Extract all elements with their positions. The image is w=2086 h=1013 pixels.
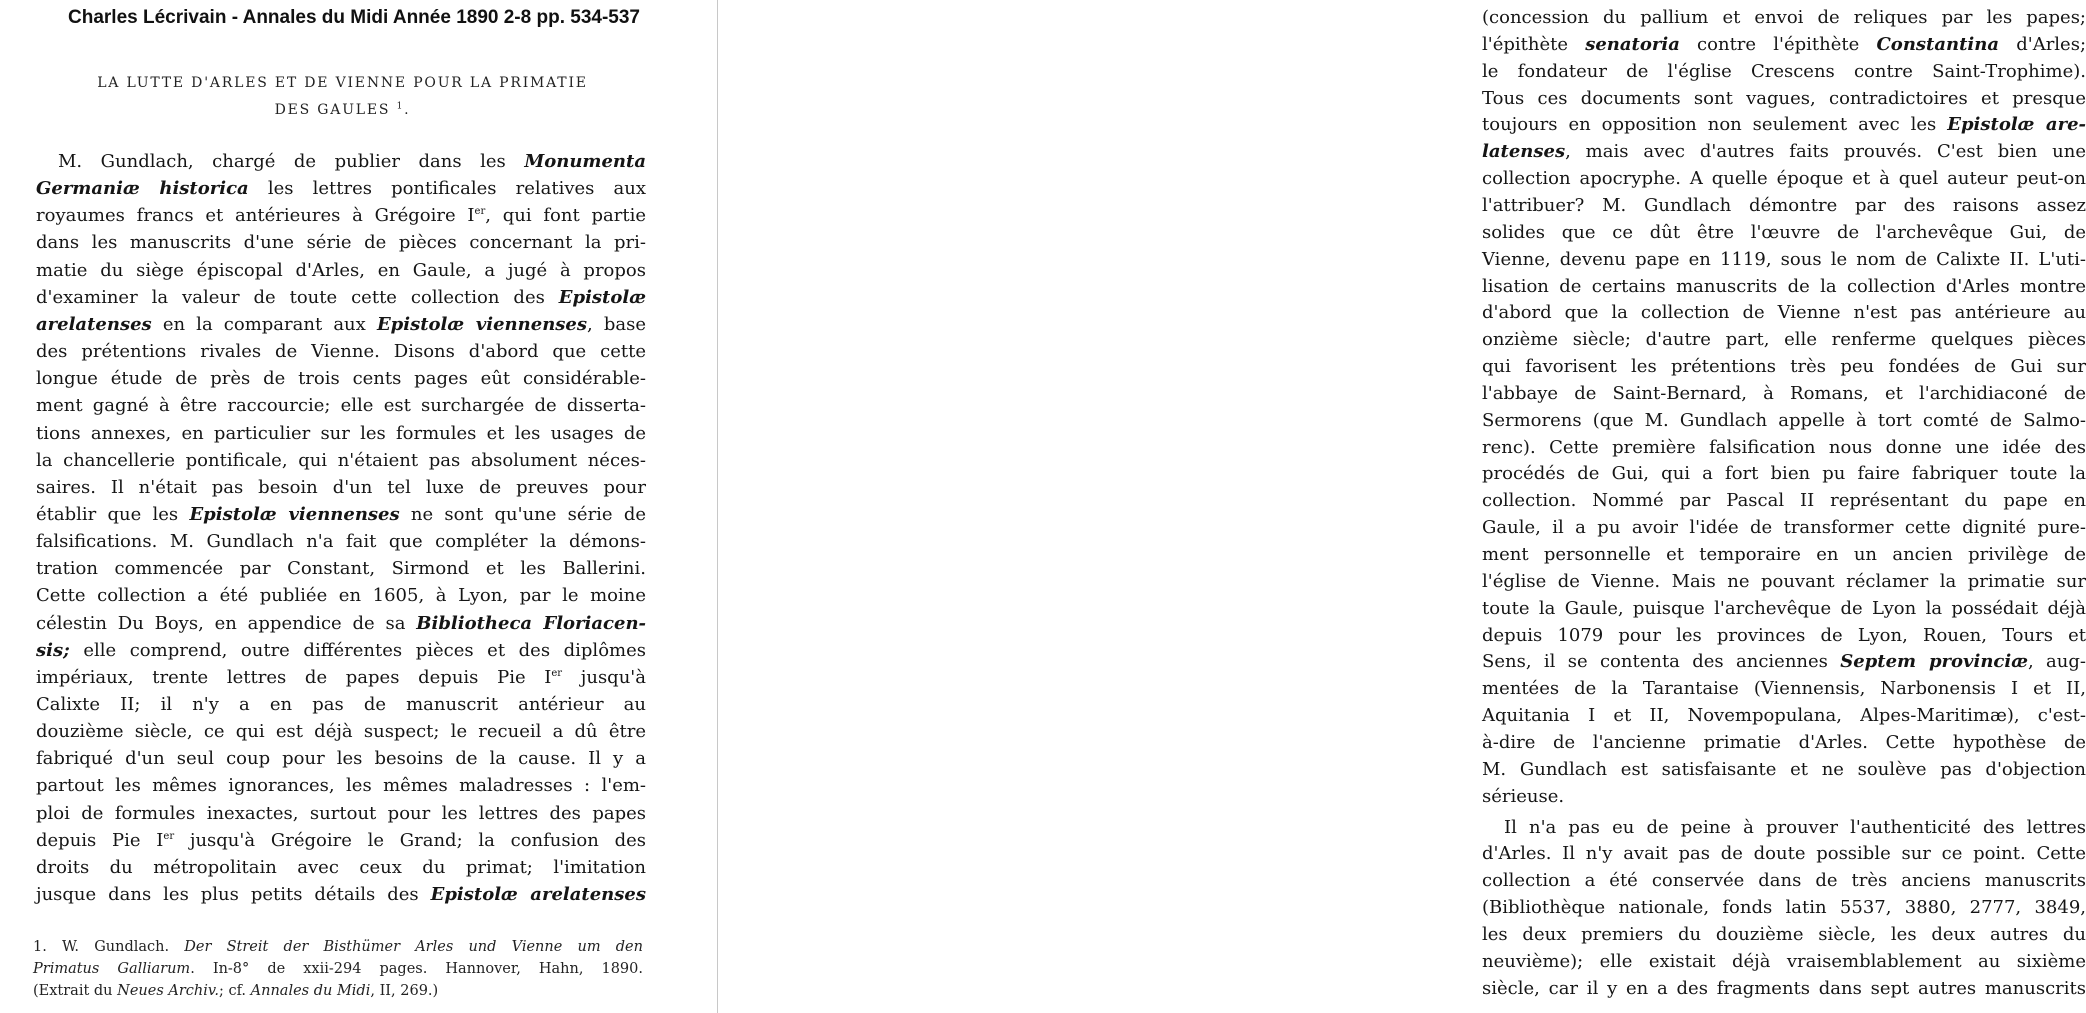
text-run: la chancellerie pontificale, qui n'étaient pas absolument néces- [36,449,646,471]
text-run: sérieuse. [1482,785,1565,807]
text-line [1482,353,2086,380]
text-run: solides que ce dût être l'œuvre de l'archevêque Gui, de [1482,221,2086,243]
text-line [1482,541,2086,568]
italic-run: Epistolæ viennenses [189,503,400,525]
text-line [1482,729,2086,756]
text-line [36,637,646,664]
text-run: d'abord que la collection de Vienne n'est pas antérieure au [1482,302,2086,324]
text-line [36,365,646,392]
text-run: l'attribuer? M. Gundlach démontre par des raisons assez [1482,194,2086,216]
text-run: ment personnelle et temporaire en un ancien privilège de [1482,544,2086,565]
italic-run: senatoria [1585,33,1680,55]
text-line [1482,4,2086,31]
text-line [36,311,646,338]
title-footnote-mark: 1 [396,101,405,112]
text-run: qui favorisent les prétentions très peu fondées de Gui sur [1482,356,2086,378]
italic-run: sis; [36,639,70,661]
text-run: partout les mêmes ignorances, les mêmes maladresses : l'em- [36,775,646,797]
text-line [1482,840,2086,867]
text-line [36,881,646,908]
text-line [1482,622,2086,649]
title-line-1: LA LUTTE D'ARLES ET DE VIENNE POUR LA PRIMATIE [97,75,588,91]
footnote-line [33,980,643,1002]
text-run: onzième siècle; d'autre part, elle renferme quelques pièces [1482,329,2086,351]
text-line [36,420,646,447]
text-run: , base [587,313,646,335]
text-run: contre l'épithète [1679,33,1877,55]
text-run: Calixte II; il n'y a en pas de manuscrit antérieur au [36,694,646,715]
text-line [36,555,646,582]
text-line [36,501,646,528]
superscript: er [551,667,563,679]
text-run: mentées de la Tarantaise (Viennensis, Narbonensis I et II, [1482,678,2086,700]
italic-run: Der Streit der Bisthümer Arles und Vienne um den [184,939,643,955]
text-run: siècle, car il y en a des fragments dans sept autres manuscrits [1482,977,2086,999]
superscript: er [163,830,175,842]
text-line [1482,219,2086,246]
text-run: saires. Il n'était pas besoin d'un tel luxe de preuves pour [36,476,646,498]
italic-run: latenses [1482,141,1566,163]
text-run: Aquitania I et II, Novempopulana, Alpes-Maritimæ), c'est- [1482,705,2086,727]
text-line [1482,702,2086,729]
text-run: impériaux, trente lettres de papes depuis Pie I [36,666,552,688]
text-line [1482,326,2086,353]
text-line [1482,85,2086,112]
text-run: tions annexes, en particulier sur les formules et les usages de [36,422,646,444]
text-line [1482,921,2086,948]
text-line [1482,568,2086,595]
text-run: matie du siège épiscopal d'Arles, en Gaule, a jugé à propos [36,259,646,281]
text-run: M. Gundlach, chargé de publier dans les [58,151,525,172]
text-line [58,148,646,175]
text-line [36,582,646,609]
text-run: Gaule, il a pu avoir l'idée de transformer cette dignité pure- [1482,517,2086,539]
text-line [36,229,646,256]
text-line [36,800,646,827]
italic-run: Constantina [1876,33,2000,55]
text-run: fabriqué d'un seul coup pour les besoins de la cause. Il y a [36,748,646,770]
text-run: , qui font partie [485,205,646,227]
text-run: (Extrait du [33,983,118,999]
text-run: d'Arles. Il n'y avait pas de doute possible sur ce point. Cette [1482,843,2086,865]
text-run: d'examiner la valeur de toute cette collection des [36,286,559,308]
text-line [1482,894,2086,921]
text-line [1482,514,2086,541]
text-run: lisation de certains manuscrits de la collection d'Arles montre [1482,275,2086,297]
text-run: les deux premiers du douzième siècle, les deux autres du [1482,923,2086,945]
text-run: ne sont qu'une série de [399,503,647,525]
italic-run: Epistolæ are- [1947,114,2086,136]
text-run: Sens, il se contenta des anciennes [1482,651,1841,673]
text-line [36,257,646,284]
text-run: , aug- [2028,651,2086,673]
text-run: toujours en opposition non seulement avec les [1482,114,1948,136]
text-line [1482,407,2086,434]
text-run: tration commencée par Constant, Sirmond et les Ballerini. [36,558,646,580]
text-line [1482,948,2086,975]
text-run: M. Gundlach est satisfaisante et ne soulève pas d'objection [1482,758,2086,780]
text-run: Tous ces documents sont vagues, contradictoires et presque [1482,87,2086,109]
text-line [1482,31,2086,58]
text-line [1482,595,2086,622]
text-line [36,447,646,474]
text-run: ploi de formules inexactes, surtout pour les lettres des papes [36,802,646,824]
text-line [1482,299,2086,326]
text-run: , mais avec d'autres faits prouvés. C'est bien une [1565,141,2086,163]
text-run: (concession du pallium et envoi de reliques par les papes; [1482,7,2086,28]
text-line [36,284,646,311]
text-run: royaumes francs et antérieures à Grégoire I [36,205,475,227]
text-run: collection. Nommé par Pascal II représentant du pape en [1482,490,2086,512]
text-run: procédés de Gui, qui a fort bien pu faire fabriquer toute la [1482,463,2086,485]
text-line [1482,460,2086,487]
text-run: jusqu'à Grégoire le Grand; la confusion des [174,829,646,851]
text-line [1482,975,2086,1002]
footnote-line [33,936,643,958]
text-run: les lettres pontificales relatives aux [248,178,646,200]
text-run: depuis 1079 pour les provinces de Lyon, Rouen, Tours et [1482,624,2086,646]
text-line [1482,192,2086,219]
text-line [36,175,646,202]
text-line [36,745,646,772]
text-line [1482,380,2086,407]
text-run: Cette collection a été publiée en 1605, à Lyon, par le moine [36,585,646,607]
text-run: 1. W. Gundlach. [33,939,185,955]
text-line [36,392,646,419]
text-line [36,718,646,745]
text-run: en la comparant aux [151,313,377,335]
superscript: er [474,206,486,218]
text-run: toute la Gaule, puisque l'archevêque de Lyon la possédait déjà [1482,597,2086,619]
text-run: Sermorens (que M. Gundlach appelle à tort comté de Salmo- [1482,409,2086,431]
text-line [1482,756,2086,783]
text-line [1482,165,2086,192]
italic-run: Epistolæ arelatenses [430,884,646,906]
italic-run: Primatus Galliarum [33,961,191,977]
text-line [1482,111,2086,138]
text-line [1482,273,2086,300]
text-run: douzième siècle, ce qui est déjà suspect; le recueil a dû être [36,721,646,743]
text-run: neuvième); elle existait déjà vraisemblablement au sixième [1482,950,2086,972]
text-run: renc). Cette première falsification nous donne une idée des [1482,436,2086,458]
text-run: jusque dans les plus petits détails des [36,884,431,906]
text-run: collection a été conservée dans de très anciens manuscrits [1482,870,2086,892]
text-line [36,854,646,881]
text-run: d'Arles; [1999,33,2086,55]
italic-run: Neues Archiv. [117,983,219,999]
italic-run: Bibliotheca Floriacen- [416,612,647,634]
text-run: dans les manuscrits d'une série de pièces concernant la pri- [36,232,646,254]
text-run: collection apocryphe. A quelle époque et à quel auteur peut-on [1482,168,2086,190]
text-line [1504,814,2086,841]
text-run: longue étude de près de trois cents pages eût considérable- [36,368,646,390]
text-line [36,772,646,799]
text-line [36,610,646,637]
text-run: elle comprend, outre différentes pièces et des diplômes [69,639,646,661]
footnote-line [33,958,643,980]
text-run: célestin Du Boys, en appendice de sa [36,612,417,634]
italic-run: Septem provinciæ [1840,651,2028,673]
text-line [36,664,646,691]
text-line [36,474,646,501]
text-run: établir que les [36,503,190,525]
text-line [36,827,646,854]
text-run: l'abbaye de Saint-Bernard, à Romans, et l'archidiaconé de [1482,382,2086,404]
italic-run: Monumenta [524,151,646,172]
italic-run: Annales du Midi [250,983,371,999]
text-line [36,691,646,718]
text-run: droits du métropolitain avec ceux du primat; l'imitation [36,856,646,878]
text-line [36,338,646,365]
text-line [1482,138,2086,165]
italic-run: Germaniæ historica [36,178,249,200]
text-run: le fondateur de l'église Crescens contre Saint-Trophime). [1482,60,2086,82]
text-run: (Bibliothèque nationale, fonds latin 5537, 3880, 2777, 3849, [1482,897,2086,919]
text-line [1482,675,2086,702]
text-run: ment gagné à être raccourcie; elle est surchargée de disserta- [36,395,646,417]
text-line [1482,434,2086,461]
text-line [1482,867,2086,894]
text-run: depuis Pie I [36,829,164,851]
text-run: , II, 269.) [370,983,439,999]
text-line [1482,487,2086,514]
text-line [1482,783,2086,810]
text-run: falsifications. M. Gundlach n'a fait que compléter la démons- [36,531,646,553]
article-title [40,70,645,124]
page-header: Charles Lécrivain - Annales du Midi Année 1890 2-8 pp. 534-537 [68,7,640,28]
text-run: des prétentions rivales de Vienne. Disons d'abord que cette [36,341,646,363]
italic-run: Epistolæ viennenses [376,313,587,335]
text-line [36,528,646,555]
text-line [1482,648,2086,675]
title-line-2-end: . [404,102,411,118]
column-divider [717,0,718,1013]
text-run: . In-8° de xxii-294 pages. Hannover, Hahn, 1890. [190,961,643,977]
text-run: Il n'a pas eu de peine à prouver l'authenticité des lettres [1504,816,2086,838]
text-run: ; cf. [218,983,251,999]
text-run: à-dire de l'ancienne primatie d'Arles. Cette hypothèse de [1482,731,2086,753]
italic-run: Epistolæ [558,286,646,308]
italic-run: arelatenses [36,313,152,335]
text-line [36,202,646,229]
text-run: jusqu'à [562,666,646,688]
text-line [1482,58,2086,85]
text-run: l'église de Vienne. Mais ne pouvant réclamer la primatie sur [1482,570,2086,592]
title-line-2 [40,97,645,124]
text-line [1482,246,2086,273]
text-run: l'épithète [1482,33,1586,55]
title-line-2-text: DES GAULES [274,102,391,118]
text-run: Vienne, devenu pape en 1119, sous le nom de Calixte II. L'uti- [1482,248,2086,270]
